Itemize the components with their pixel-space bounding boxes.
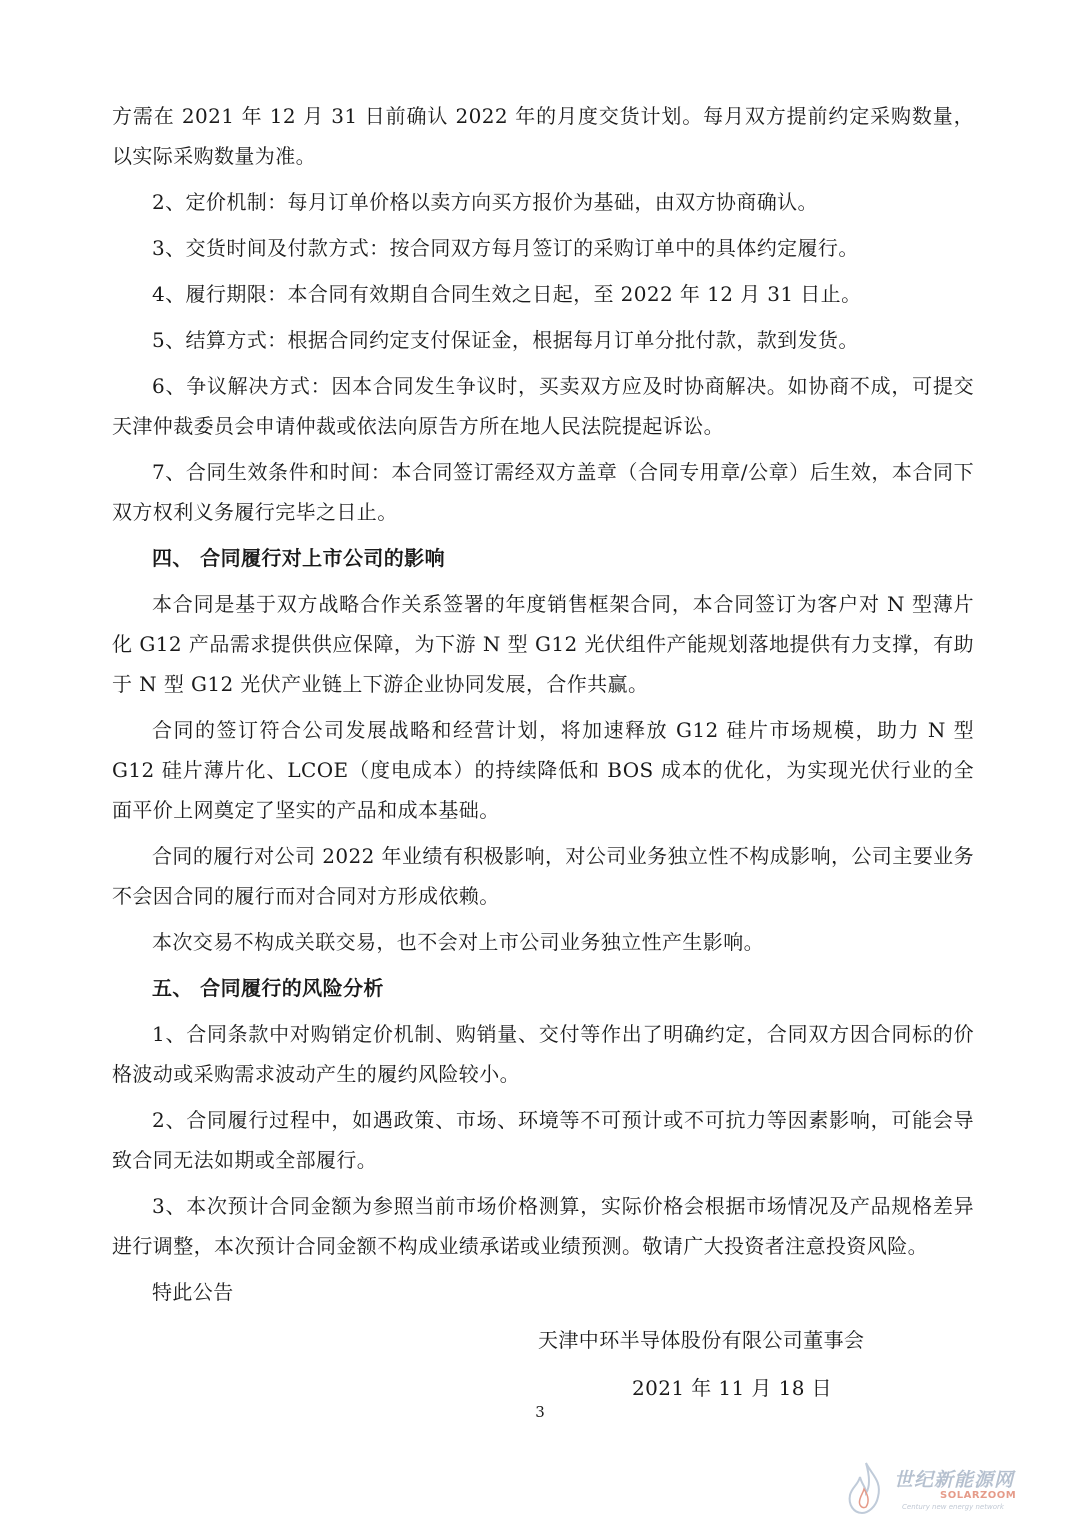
signature-date: 2021 年 11 月 18 日 bbox=[632, 1376, 832, 1400]
page-number: 3 bbox=[535, 1403, 545, 1421]
paragraph-risk-1: 1、合同条款中对购销定价机制、购销量、交付等作出了明确约定，合同双方因合同标的价格波动或采购需求波动产生的履约风险较小。 bbox=[112, 1022, 974, 1086]
paragraph-impact-4: 本次交易不构成关联交易，也不会对上市公司业务独立性产生影响。 bbox=[152, 930, 764, 954]
paragraph-pricing-mechanism: 2、定价机制：每月订单价格以卖方向买方报价为基础，由双方协商确认。 bbox=[152, 190, 818, 214]
section-heading-risk: 五、 合同履行的风险分析 bbox=[152, 976, 384, 1000]
paragraph-delivery-payment: 3、交货时间及付款方式：按合同双方每月签订的采购订单中的具体约定履行。 bbox=[152, 236, 859, 260]
watermark-en-text: Century new energy network bbox=[902, 1503, 1004, 1511]
paragraph-impact-3: 合同的履行对公司 2022 年业绩有积极影响，对公司业务独立性不构成影响，公司主要业务不会因合同的履行而对合同对方形成依赖。 bbox=[112, 844, 974, 908]
section-heading-impact: 四、 合同履行对上市公司的影响 bbox=[152, 546, 445, 570]
paragraph-term: 4、履行期限：本合同有效期自合同生效之日起，至 2022 年 12 月 31 日止。 bbox=[152, 282, 862, 306]
watermark bbox=[842, 1457, 1062, 1519]
paragraph-effectiveness: 7、合同生效条件和时间：本合同签订需经双方盖章（合同专用章/公章）后生效，本合同下双方权利义务履行完毕之日止。 bbox=[112, 460, 974, 524]
paragraph-risk-2: 2、合同履行过程中，如遇政策、市场、环境等不可预计或不可抗力等因素影响，可能会导致合同无法如期或全部履行。 bbox=[112, 1108, 974, 1172]
watermark-cn-text: 世纪新能源网 bbox=[894, 1469, 1015, 1491]
paragraph-impact-2: 合同的签订符合公司发展战略和经营计划，将加速释放 G12 硅片市场规模，助力 N 型 G12 硅片薄片化、LCOE（度电成本）的持续降低和 BOS 成本的优化，为实现光伏行业的全面平价上网奠定了坚实的产品和成本基础。 bbox=[112, 718, 974, 822]
signature-company: 天津中环半导体股份有限公司董事会 bbox=[538, 1328, 865, 1352]
paragraph-risk-3: 3、本次预计合同金额为参照当前市场价格测算，实际价格会根据市场情况及产品规格差异进行调整，本次预计合同金额不构成业绩承诺或业绩预测。敬请广大投资者注意投资风险。 bbox=[112, 1194, 974, 1258]
document-body bbox=[112, 96, 974, 1318]
paragraph-settlement: 5、结算方式：根据合同约定支付保证金，根据每月订单分批付款，款到发货。 bbox=[152, 328, 859, 352]
paragraph-impact-1: 本合同是基于双方战略合作关系签署的年度销售框架合同，本合同签订为客户对 N 型薄片化 G12 产品需求提供供应保障，为下游 N 型 G12 光伏组件产能规划落地提供有力支撑，有助于 N 型 G12 光伏产业链上下游企业协同发展，合作共赢。 bbox=[112, 592, 974, 696]
watermark-brand: SOLARZOOM bbox=[940, 1490, 1017, 1501]
flame-logo-icon bbox=[842, 1459, 890, 1517]
paragraph-continuation: 方需在 2021 年 12 月 31 日前确认 2022 年的月度交货计划。每月双方提前约定采购数量，以实际采购数量为准。 bbox=[112, 104, 974, 168]
paragraph-dispute-resolution: 6、争议解决方式：因本合同发生争议时，买卖双方应及时协商解决。如协商不成，可提交天津仲裁委员会申请仲裁或依法向原告方所在地人民法院提起诉讼。 bbox=[112, 374, 974, 438]
closing-statement: 特此公告 bbox=[152, 1280, 234, 1304]
